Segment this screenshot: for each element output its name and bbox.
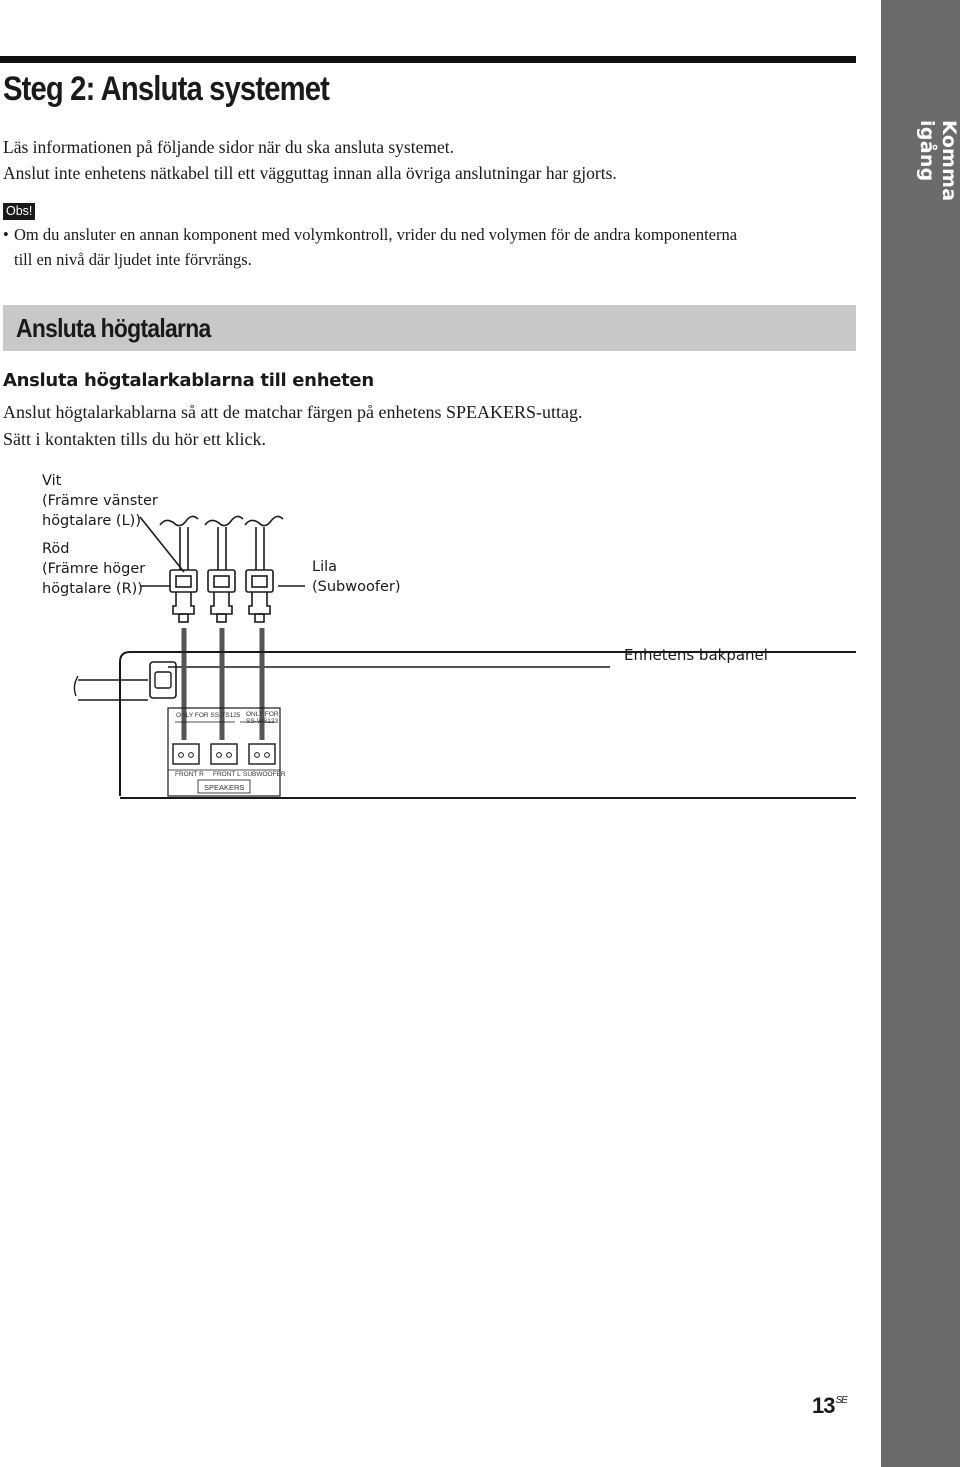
bullet-icon: • <box>3 225 9 244</box>
intro-text <box>3 134 617 186</box>
cable-end-3 <box>245 516 283 525</box>
section-header <box>3 305 856 351</box>
plug-red <box>170 570 197 622</box>
intro-line: Läs informationen på följande sidor när du ska ansluta systemet. <box>3 137 454 157</box>
port-label-front-l: FRONT L <box>213 771 241 778</box>
panel-label-ws-2: SS-WS123 <box>246 718 279 725</box>
port-label-front-r: FRONT R <box>175 771 204 778</box>
cable-end-2 <box>205 516 243 525</box>
plug-purple <box>246 570 273 622</box>
section-title: Ansluta högtalarna <box>16 313 211 343</box>
page-number-value: 13 <box>812 1393 835 1418</box>
note-line: Om du ansluter en annan komponent med volymkontroll, vrider du ned volymen för de andra komponenterna <box>14 225 738 244</box>
note-text <box>3 222 853 272</box>
page-title: Steg 2: Ansluta systemet <box>3 70 330 108</box>
panel-label-ws-1: ONLY FOR <box>246 711 279 718</box>
label-line: högtalare (R)) <box>42 581 143 597</box>
label-line: högtalare (L)) <box>42 513 141 529</box>
top-rule <box>0 56 856 63</box>
subsection-title: Ansluta högtalarkablarna till enheten <box>3 370 374 391</box>
label-line: (Främre höger <box>42 561 146 577</box>
side-tab-label: Komma igång <box>916 120 960 202</box>
page-number-suffix: SE <box>835 1395 847 1406</box>
label-line: Röd <box>42 541 70 557</box>
label-line: (Subwoofer) <box>312 579 401 595</box>
note-line: till en nivå där ljudet inte förvrängs. <box>14 250 252 269</box>
label-line: Lila <box>312 559 338 575</box>
label-rear-panel: Enhetens bakpanel <box>624 646 768 664</box>
page-number <box>812 1393 847 1419</box>
speaker-connection-diagram <box>0 440 880 820</box>
note-badge: Obs! <box>3 203 35 220</box>
description-line: Anslut högtalarkablarna så att de matchar färgen på enhetens SPEAKERS-uttag. <box>3 402 583 422</box>
speakers-label: SPEAKERS <box>204 783 245 792</box>
description-line: Sätt i kontakten tills du hör ett klick. <box>3 429 266 449</box>
intro-line: Anslut inte enhetens nätkabel till ett vägguttag innan alla övriga anslutningar har gjorts. <box>3 163 617 183</box>
plug-white <box>208 570 235 622</box>
label-line: (Främre vänster <box>42 493 158 509</box>
label-line: Vit <box>42 473 62 489</box>
port-label-subwoofer: SUBWOOFER <box>243 771 286 778</box>
panel-label-ts: ONLY FOR SS-TS125 <box>176 712 241 719</box>
cable-end-1 <box>160 516 198 525</box>
